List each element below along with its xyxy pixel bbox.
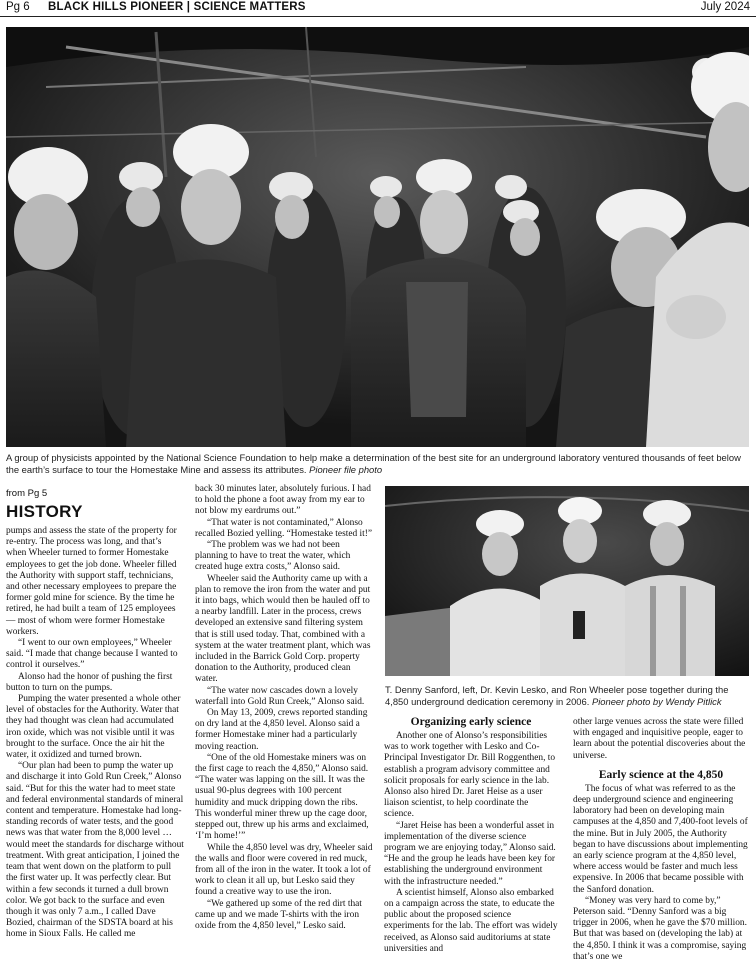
jump-from-label: from Pg 5 (6, 488, 48, 499)
subhead-early-science: Early science at the 4,850 (598, 768, 724, 781)
article-column-2 (195, 484, 373, 932)
dedication-photo (385, 486, 749, 676)
paragraph: On May 13, 2009, crews reported standing on dry land at the 4,850 level. Alonso said a former Homestake miner had a particularly moving reaction. (195, 708, 368, 752)
paragraph: back 30 minutes later, absolutely furious. I had to hold the phone a foot away from my ear to not blow my eardrums out.” (195, 484, 371, 517)
article-column-4 (573, 717, 749, 963)
column-1-text (6, 526, 184, 941)
article-column-1 (6, 488, 184, 941)
article-column-3 (384, 717, 558, 955)
main-photo-caption (6, 452, 751, 476)
paragraph: “The problem was we had not been planning to have to treat the water, which created huge extra costs,” Alonso said. (195, 540, 351, 573)
paragraph: The focus of what was referred to as the deep underground science and engineering laboratory had been on developing main campuses at the 4,850 and 7,400-foot levels of the mine. But in July 2005, the Authority began to have discussions about implementing an early science program at the 4,850 level, where access would be faster and much less expensive. In 2006 that became possible with the Sanford donation. (573, 783, 748, 895)
paragraph: other large venues across the state were filled with engaged and inquisitive people, eager to learn about the potential discoveries about the universe. (573, 717, 746, 761)
dedication-photo-image (385, 486, 749, 676)
page-number: Pg 6 (6, 1, 30, 13)
paragraph: “The water now cascades down a lovely waterfall into Gold Run Creek,” Alonso said. (195, 685, 365, 707)
paragraph: Wheeler said the Authority came up with a plan to remove the iron from the water and put it into bags, which would then be hauled off to a nearby landfill. Later in the process, crews developed an extensive sand filtering system that is still used today. That, combined with a system at the water treatment plant, which was included in the Barrick Gold Corp. property donation to the Authority, produced clean water. (195, 573, 371, 685)
paragraph: pumps and assess the state of the property for re-entry. The process was long, and that’s when Wheeler turned to former Homestake employees to get the job done. Wheeler filled the Authority with support staff, technicians, and other necessary employees to prepare the former gold mine for science. By the time he retired, he had built a team of 125 employees — most of whom were former Homestake workers. (6, 526, 177, 637)
main-caption-credit: Pioneer file photo (309, 464, 383, 475)
paragraph: While the 4,850 level was dry, Wheeler said the walls and floor were covered in red muck, from all of the iron in the water. It took a lot of work to clean it all up, but Lesko said they found a creative way to use the iron. (195, 842, 373, 898)
main-photo-image (6, 27, 749, 447)
paragraph: Alonso had the honor of pushing the first button to turn on the pumps. (6, 671, 173, 693)
paragraph: Pumping the water presented a whole other level of obstacles for the Authority. Water that they had thought was clean had accumulated iron oxide, which was not visible until it was brought to the surface. Once the air hit the water, it oxidized and turned brown. (6, 694, 181, 761)
small-caption-credit: Pioneer photo by Wendy Pitlick (591, 696, 722, 707)
paragraph: “That water is not contaminated,” Alonso recalled Bozied yelling. “Homestake tested it!” (195, 517, 373, 539)
main-caption-text: A group of physicists appointed by the National Science Foundation to help make a determination of the best site for an underground laboratory ventured thousands of feet below the earth’s surface to tour the Homestake Mine and assess its attributes. (6, 452, 741, 475)
subhead-organizing-science: Organizing early science (410, 716, 532, 728)
paragraph: “Money was very hard to come by,” Peterson said. “Denny Sanford was a big trigger in 2006, when he gave the $70 million. But that was based on (developing the lab) at the 4,850. I think it was a compromise, saying that’s one we (573, 895, 747, 962)
publication-title: BLACK HILLS PIONEER | SCIENCE MATTERS (48, 1, 306, 13)
article-headline: HISTORY (6, 502, 83, 521)
paragraph: “Jaret Heise has been a wonderful asset in implementation of the diverse science program we are enjoying today,” Alonso said. “He and the group he leads have been key for establishing the underground environment with the infrastructure needed.” (384, 820, 556, 887)
dedication-photo-caption (385, 684, 749, 708)
paragraph: Another one of Alonso’s responsibilities was to work together with Lesko and Co-Principal Investigator Dr. Bill Roggenthen, to establish a program advisory committee and solicit proposals for early science in the lab. Alonso also hired Dr. Jaret Heise as a user liaison scientist, to help coordinate the science. (384, 731, 556, 820)
paragraph: “We gathered up some of the red dirt that came up and we made T-shirts with the iron oxide from the 4,850 level,” Lesko said. (195, 898, 362, 931)
paragraph: “One of the old Homestake miners was on the first cage to reach the 4,850,” Alonso said. “The water was lapping on the sill. It was the usual 90-plus degrees with 100 percent humidity and muck dripping down the ribs. This wonderful miner threw up the cage door, stepped out, threw up his arms and exclaimed, ‘I’m home!’” (195, 752, 369, 842)
main-photo (6, 27, 749, 447)
paragraph: “I went to our own employees,” Wheeler said. “I made that change because I wanted to control it ourselves.” (6, 638, 178, 671)
page-header (0, 0, 756, 17)
issue-date: July 2024 (700, 1, 750, 13)
paragraph: “Our plan had been to pump the water up and discharge it into Gold Run Creek,” Alonso said. “But for this the water had to meet state and federal environmental standards of mineral content and temperature. Homestake had long-standing records of water tests, and the good news was that water from the 8,000 level … would meet the standards for discharge without treatment. With great anticipation, I joined the team that went down on the platform to pull the first water up. It was perfectly clear. But within a few seconds it turned a dull brown color. We got back to the surface and even though it was only 7 a.m., I called Dave Bozied, chairman of the SDSTA board at his home in Sioux Falls. He called me (6, 761, 184, 940)
small-caption-text: T. Denny Sanford, left, Dr. Kevin Lesko, and Ron Wheeler pose together during the 4,850 underground dedication ceremony in 2006. (385, 684, 729, 707)
paragraph: A scientist himself, Alonso also embarked on a campaign across the state, to educate the public about the proposed science experiments for the lab. The effort was widely received, as Alonso said auditoriums at state universities and (384, 887, 558, 954)
